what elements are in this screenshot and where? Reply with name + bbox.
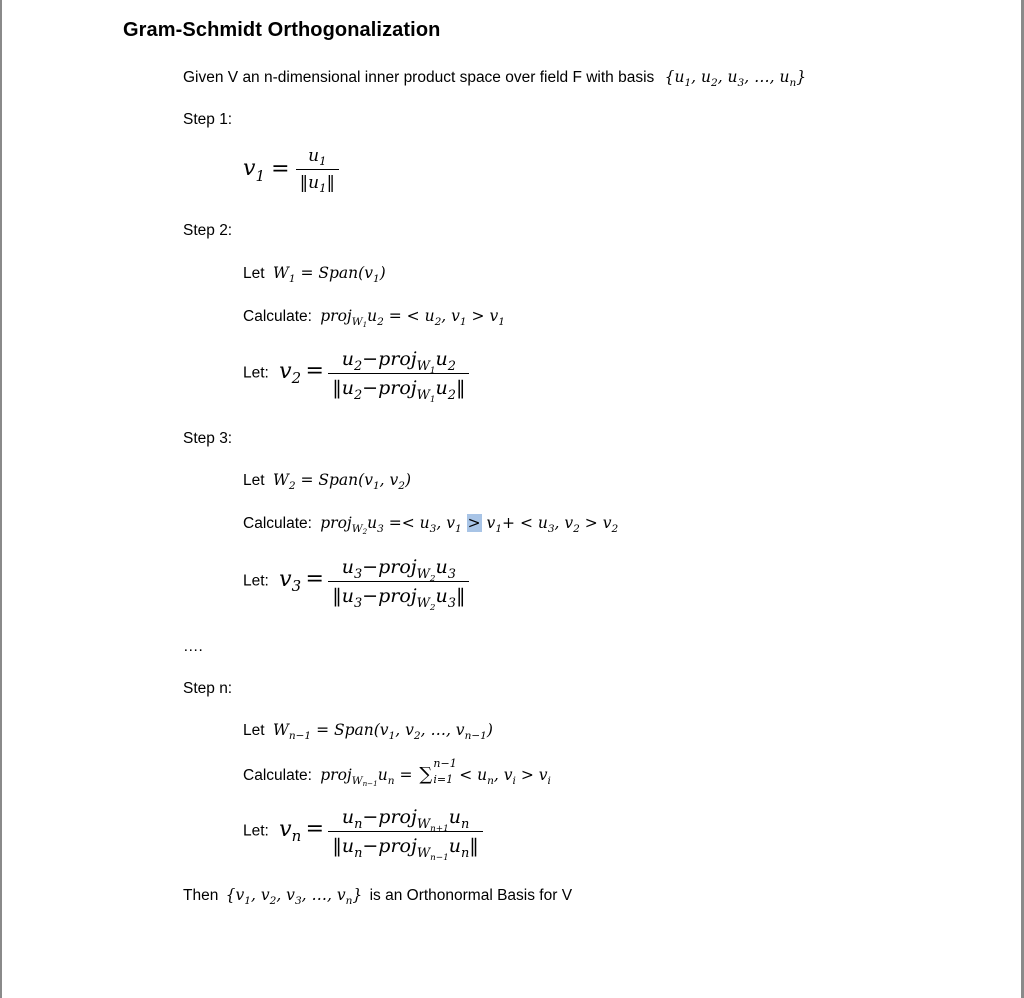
let-label: Let <box>243 722 265 739</box>
let-colon-label: Let: <box>243 364 269 382</box>
step-2-let-line: Let $W_1$ = $Span(v_1)$ <box>243 264 386 285</box>
calculate-label: Calculate: <box>243 308 312 325</box>
then-label: Then <box>183 887 219 904</box>
step-1-formula: $v_1$ = $\frac{u_1}{‖u_1‖}$ <box>243 146 339 193</box>
orthonormal-set-math: {$v_1$, $v_2$, $v_3$, …, $v_n$} <box>225 886 363 907</box>
ellipsis: …. <box>183 638 203 655</box>
let-colon-label: Let: <box>243 822 269 840</box>
let-label: Let <box>243 472 265 489</box>
conclusion-line <box>183 886 572 905</box>
step-n-label: Step n: <box>183 680 233 697</box>
step-n-vn-line: Let: $v_n$ = $\frac{u_n-proj_{W_{n+1}}u_n}{‖u_n-proj_{W_{n-1}}u_n‖}$ <box>243 806 483 857</box>
step-3-v3-line: Let: $v_3$ = $\frac{u_3-proj_{W_2}u_3}{‖u_3-proj_{W_2}u_3‖}$ <box>243 556 469 607</box>
calculate-label: Calculate: <box>243 515 312 532</box>
step-3-label: Step 3: <box>183 430 233 447</box>
step-2-label: Step 2: <box>183 222 233 239</box>
step-2-v2-line: Let: $v_2$ = $\frac{u_2-proj_{W_1}u_2}{‖u_2-proj_{W_1}u_2‖}$ <box>243 348 469 399</box>
step-n-calculate-line: Calculate: $proj_{W_{n-1}}u_n$ = ∑ n−1 i=1 < $u_n$, $v_i > v_i$ <box>243 757 551 789</box>
intro-line <box>183 68 806 87</box>
step-n-let-line: Let $W_{n-1}$ = $Span(v_1$, $v_2$, …, $v_{n-1}$) <box>243 721 493 742</box>
step-3-let-line: Let $W_2$ = $Span(v_1$, $v_2$) <box>243 471 412 492</box>
conclusion-text: is an Orthonormal Basis for V <box>369 887 573 904</box>
step-2-calculate-line: Calculate: $proj_{W_1}u_2$ = < $u_2$, $v_1 > v_1$ <box>243 307 505 330</box>
page-title: Gram-Schmidt Orthogonalization <box>123 19 441 41</box>
basis-set-math: {$u_1$, $u_2$, $u_3$, …, $u_n$} <box>664 68 807 89</box>
step-1-label: Step 1: <box>183 111 233 128</box>
step-3-calculate-line: Calculate: $proj_{W_2}u_3 =< u_3$, $v_1 > v_1+ < u_3$, $v_2 > v_2$ <box>243 514 619 537</box>
intro-text: Given V an n-dimensional inner product space over field F with basis <box>183 69 655 86</box>
calculate-label: Calculate: <box>243 767 312 784</box>
text-selection-highlight: > <box>467 514 481 532</box>
let-colon-label: Let: <box>243 572 269 590</box>
page-border-left <box>0 0 2 998</box>
let-label: Let <box>243 265 265 282</box>
